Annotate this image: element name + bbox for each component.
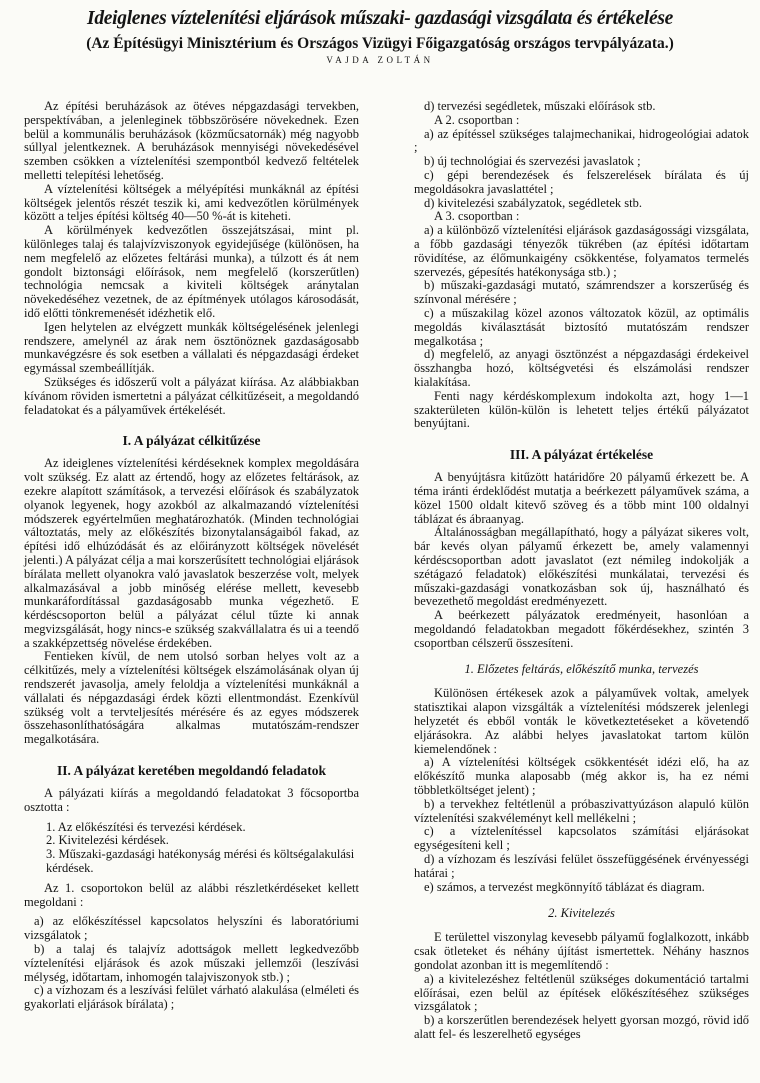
paragraph: Fenti nagy kérdéskomplexum indokolta azt, hogy 1—1 szakterületen külön-külön is lehetett teljes értékű pályázatot benyújtani.: [414, 388, 749, 431]
list-item: a) a kivitelezéshez feltétlenül szükséges dokumentáció tartalmi előírásai, ezen belül az építések előkészítéséhez szükséges vizsgálatok ;: [414, 971, 749, 1014]
author-name: VAJDA ZOLTÁN: [326, 55, 434, 65]
list-item: d) megfelelő, az anyagi ösztönzést a népgazdasági érdekeivel összhangba hozó, költségvetési és elszámolási rendszer kialakítása.: [414, 347, 749, 389]
paragraph: A víztelenítési költségek a mélyépítési munkáknál az építési költségek jelentős részét teszik ki, ami kedvezőtlen körülmények között a teljes építési költség 40—50 %-át is kiteheti.: [24, 181, 359, 224]
list-item: e) számos, a tervezést megkönnyítő táblázat és diagram.: [424, 879, 705, 894]
section-heading: III. A pályázat értékelése: [509, 447, 654, 463]
paragraph: Fentieken kívül, de nem utolsó sorban helyes volt az a célkitűzés, mely a víztelenítési költségek elszámolásának olyan új rendszerét javasolja, amely feloldja a víztelenítési munkáknál a vállalati és népgazdasági érdek közti ellentmondást. Ezenkívül szükség volt a tervteljesítés mérésére és az egyes módszerek összehasonlíthatóságára alkalmas mutatószám-rendszer megalkotására.: [24, 649, 359, 747]
group-heading: A 3. csoportban :: [434, 209, 520, 224]
list-item: b) a tervekhez feltétlenül a próbaszivattyúzáson alapuló külön víztelenítési szakvéleményt kell mellékelni ;: [414, 796, 749, 825]
paragraph: Az 1. csoportokon belül az alábbi részletkérdéseket kellett megoldani :: [24, 880, 359, 909]
section-heading: I. A pályázat célkitűzése: [122, 433, 261, 449]
list-item: 1. Az előkészítési és tervezési kérdések.: [46, 819, 246, 834]
paragraph: Különösen értékesek azok a pályaművek voltak, amelyek statisztikai alapon vizsgálták a víztelenítési módszerek jelenlegi helyzetét és ebből vonták le következtetéseket a követendő eljárásokra. Az alábbi helyes javaslatokat tartom külön kiemelendőnek :: [414, 686, 749, 756]
list-item: a) az előkészítéssel kapcsolatos helyszíni és laboratóriumi vizsgálatok ;: [24, 914, 359, 943]
paragraph: Az ideiglenes víztelenítési kérdéseknek komplex megoldására volt szükség. Ez alatt az értendő, hogy az előzetes feltárások, az ezekre alapított számítások, a tervezési előírások és szabályzatok olyanok legyenek, hogy azokból az alkalmazandó víztelenítési módszerek egyértelműen meghatározhatók. (Minden technológiai változtatás, mely az előkészítés bizonytalanságaiból fakad, az építési idő elhúzódását és az előirányzott költségek növelését jelenti.) A pályázat célja a mai korszerűsített technológiai eljárások bírálata mellett olyanokra való javaslatok beszerzése volt, melyek alkalmazásával a jobb minőség elérése mellett, kevesebb munkaráfordítással gazdaságosabb munka végezhető. E kérdéscsoporton belül a pályázat célul tűzte ki annak megvizsgálását, hogy nincs-e szükség szakvállalatra és ui a teendő a szakképzettség növelése érdekében.: [24, 456, 359, 650]
paragraph: Az építési beruházások az ötéves népgazdasági tervekben, perspektívában, a jelenleginek többszörösére növekednek. Ezen belül a kommunális beruházások (közműcsatornák) még nagyobb súllyal jelentkeznek. A beruházások mennyiségi növekedésével szemben csökken a víztelenítési szempontból kedvező feltételek melletti telepítési lehetőség.: [24, 99, 359, 182]
paragraph: Szükséges és időszerű volt a pályázat kiírása. Az alábbiakban kívánom röviden ismertetni a pályázat célkitűzéseit, a megoldandó feladatokat és a pályaművek értékelését.: [24, 374, 359, 417]
list-item: c) a víztelenítéssel kapcsolatos számítási eljárásokat egységesíteni kell ;: [414, 824, 749, 853]
list-item: b) a talaj és talajvíz adottságok mellett legkedvezőbb víztelenítési eljárások és azok műszaki jellemzői (leszívási mélység, időtartam, inhomogén talajviszonyok stb.) ;: [24, 942, 359, 984]
paragraph: Általánosságban megállapítható, hogy a pályázat sikeres volt, bár kevés olyan pályamű érkezett be, amely valamennyi kérdéscsoportban adott javaslatot (ezt némileg indokolják a szétágazó feladatok) előkészítési munkálatai, tervezési és műszaki-gazdasági vonatkozásban sok új, használható és bevezethető megoldást eredményezett.: [414, 525, 749, 609]
subsection-heading: 1. Előzetes feltárás, előkészítő munka, tervezés: [464, 662, 699, 677]
paragraph: A beérkezett pályázatok eredményeit, hasonlóan a megoldandó feladatokban megadott főkérdésekhez, szintén 3 csoportban célszerű összesíteni.: [414, 608, 749, 650]
left-column: [24, 100, 359, 1012]
list-item: a) a különböző víztelenítési eljárások gazdaságossági vizsgálata, a főbb gazdasági tényezők tükrében (az építési időtartam rövidítése, az élőmunkaigény csökkentése, folyamatos termelés szervezés, gépesítés hatékonysága stb.) ;: [414, 223, 749, 279]
list-item: a) az építéssel szükséges talajmechanikai, hidrogeológiai adatok ;: [414, 126, 749, 155]
paragraph: E területtel viszonylag kevesebb pályamű foglalkozott, inkább csak ötleteket és néhány újítást ismertettek. Néhány hasznos gondolat azonban itt is megemlítendő :: [414, 930, 749, 973]
list-item: b) a korszerűtlen berendezések helyett gyorsan mozgó, rövid idő alatt fel- és leszerelhető egységes: [414, 1013, 749, 1042]
list-item: d) kivitelezési szabályzatok, segédletek stb.: [424, 195, 642, 210]
list-item: a) A víztelenítési költségek csökkentését idézi elő, ha az előkészítő munka alaposabb (még akkor is, ha ez némi többletköltséget jelent) ;: [414, 755, 749, 798]
list-item: c) a műszakilag közel azonos változatok közül, az optimális megoldás kiválasztását biztosító mutatószám rendszer megalkotása ;: [414, 305, 749, 348]
list-item: c) a vízhozam és a leszívási felület várható alakulása (elméleti és gyakorlati eljárások bírálata) ;: [24, 983, 359, 1012]
list-item: 2. Kivitelezési kérdések.: [46, 833, 169, 848]
paragraph: A pályázati kiírás a megoldandó feladatokat 3 főcsoportba osztotta :: [24, 786, 359, 814]
article-title: Ideiglenes víztelenítési eljárások műszaki- gazdasági vizsgálata és értékelése: [87, 8, 673, 29]
list-item: 3. Műszaki-gazdasági hatékonyság mérési és költségalakulási kérdések.: [46, 847, 355, 876]
section-heading: II. A pályázat keretében megoldandó feladatok: [56, 763, 326, 779]
paragraph: Igen helytelen az elvégzett munkák költségelésének jelenlegi rendszere, amelynél az árak nem ösztönöznek gazdaságosabb munkavégzésre és sok esetben a vállalati és népgazdasági érdeket egymással szembeállítják.: [24, 319, 359, 376]
right-column: [414, 100, 749, 1042]
article-subtitle: (Az Építésügyi Minisztérium és Országos Vizügyi Főigazgatóság országos tervpályázata.): [86, 35, 674, 52]
paragraph: A benyújtásra kitűzött határidőre 20 pályamű érkezett be. A téma iránti érdeklődést mutatja a beérkezett pályaművek száma, a közel 1500 oldalt kitevő szöveg és a több mint 100 oldalnyi táblázat és ábraanyag.: [414, 470, 749, 526]
subsection-heading: 2. Kivitelezés: [548, 906, 615, 921]
task-group-list: [24, 821, 359, 876]
list-item: d) a vízhozam és leszívási felület összefüggésének érvényességi határai ;: [414, 852, 749, 880]
list-item: d) tervezési segédletek, műszaki előírások stb.: [424, 99, 656, 113]
list-item: c) gépi berendezések és felszerelések bírálata és új megoldásokra javaslattétel ;: [414, 167, 749, 196]
list-item: b) új technológiai és szervezési javaslatok ;: [424, 154, 641, 169]
group-heading: A 2. csoportban :: [434, 112, 520, 127]
paragraph: A körülmények kedvezőtlen összejátszásai, mint pl. különleges talaj és talajvízviszonyok egyidejűsége (különösen, ha nem megfelelő az előzetes feltárási munka), a túlzott és át nem gondolt biztonsági előírások, nem megfelelő (korszerűtlen) technológia nemcsak a kiviteli költségek aránytalan növekedéséhez vezetnek, de az építmények utólagos károsodását, idő előtti tönkremenését idézhetik elő.: [24, 223, 359, 320]
list-item: b) műszaki-gazdasági mutató, számrendszer a korszerűség és színvonal mérésére ;: [414, 278, 749, 307]
